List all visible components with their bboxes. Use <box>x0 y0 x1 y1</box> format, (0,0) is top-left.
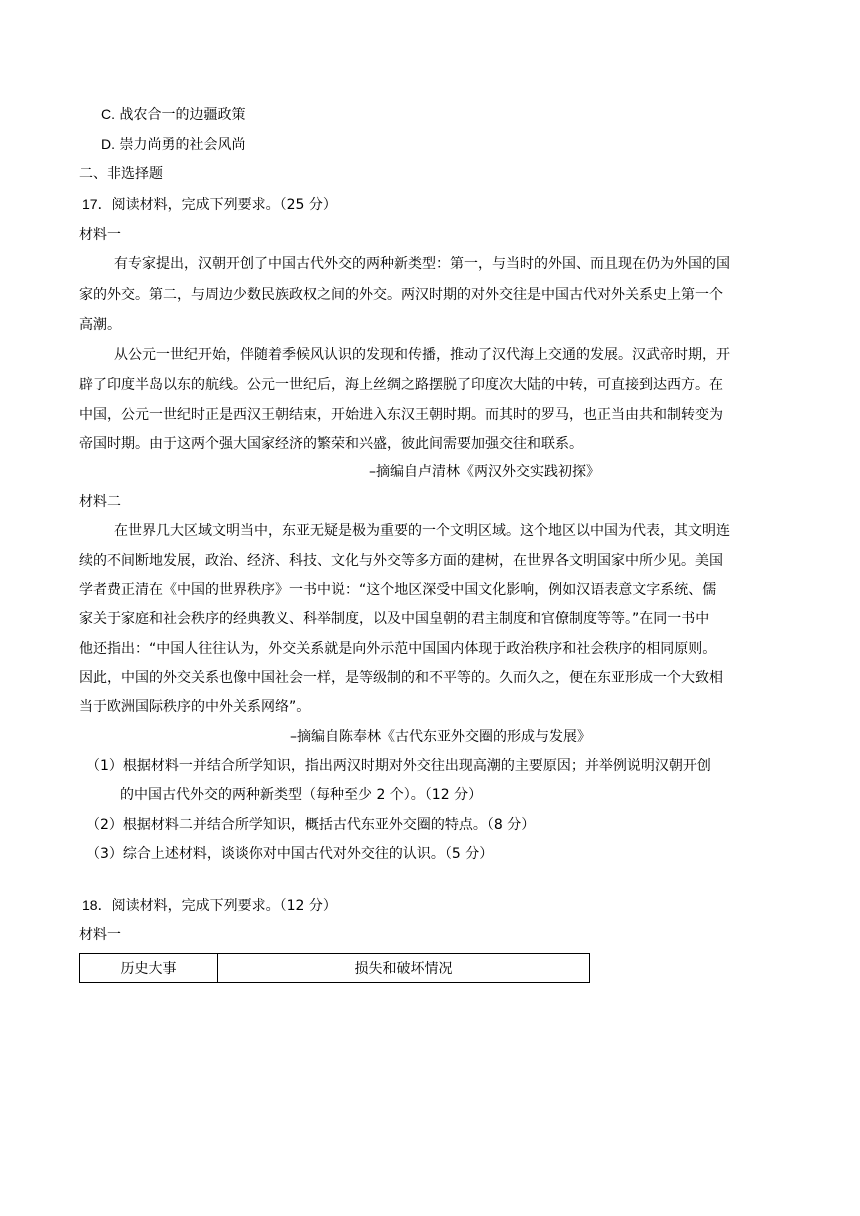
paragraph-line: 续的不间断地发展，政治、经济、科技、文化与外交等多方面的建树，在世界各文明国家中所少见。美国 <box>79 553 723 569</box>
question-number: 18． <box>82 897 112 913</box>
option-c <box>101 104 245 125</box>
paragraph-line: 从公元一世纪开始，伴随着季候风认识的发现和传播，推动了汉代海上交通的发展。汉武帝时期，开 <box>114 347 730 363</box>
source-citation: –摘编自陈奉林《古代东亚外交圈的形成与发展》 <box>290 729 591 745</box>
option-text: 战农合一的边疆政策 <box>119 107 246 123</box>
question-18-stem <box>82 895 337 916</box>
paragraph-line: 帝国时期。由于这两个强大国家经济的繁荣和兴盛，彼此间需要加强交往和联系。 <box>79 436 583 452</box>
paragraph-line: 学者费正清在《中国的世界秩序》一书中说：“这个地区深受中国文化影响，例如汉语表意文字系统、儒 <box>79 582 717 598</box>
table-header-cell: 损失和破坏情况 <box>354 961 453 977</box>
sub-question-continued: 的中国古代外交的两种新类型（每种至少 2 个）。（12 分） <box>120 787 483 803</box>
paragraph-line: 因此，中国的外交关系也像中国社会一样，是等级制的和不平等的。久而久之，便在东亚形成一个大致相 <box>79 670 723 686</box>
sub-question: （1）根据材料一并结合所学知识，指出两汉时期对外交往出现高潮的主要原因；并举例说明汉朝开创 <box>86 758 711 774</box>
events-table <box>79 953 590 983</box>
paragraph-line: 家关于家庭和社会秩序的经典教义、科举制度，以及中国皇朝的君主制度和官僚制度等等。”在同一书中 <box>79 611 710 627</box>
paragraph-line: 家的外交。第二，与周边少数民族政权之间的外交。两汉时期的对外交往是中国古代对外关系史上第一个 <box>79 287 723 303</box>
question-17-stem <box>82 194 337 215</box>
paragraph-line: 高潮。 <box>79 317 121 333</box>
sub-question: （2）根据材料二并结合所学知识，概括古代东亚外交圈的特点。（8 分） <box>86 817 536 833</box>
paragraph-line: 有专家提出，汉朝开创了中国古代外交的两种新类型：第一，与当时的外国、而且现在仍为外国的国 <box>114 256 730 272</box>
material-label: 材料一 <box>79 227 121 243</box>
paragraph-line: 辟了印度半岛以东的航线。公元一世纪后，海上丝绸之路摆脱了印度次大陆的中转，可直接到达西方。在 <box>79 377 723 393</box>
paragraph-line: 他还指出：“中国人往往认为，外交关系就是向外示范中国国内体现于政治秩序和社会秩序的相同原则。 <box>79 641 717 657</box>
material-label: 材料一 <box>79 927 121 943</box>
question-stem-text: 阅读材料，完成下列要求。（12 分） <box>111 898 337 914</box>
source-citation: –摘编自卢清林《两汉外交实践初探》 <box>369 464 600 480</box>
section-heading: 二、非选择题 <box>79 166 163 182</box>
option-d <box>101 134 245 155</box>
material-label: 材料二 <box>79 494 121 510</box>
option-letter: D. <box>101 136 115 152</box>
paragraph-line: 在世界几大区域文明当中，东亚无疑是极为重要的一个文明区域。这个地区以中国为代表，其文明连 <box>114 523 730 539</box>
option-text: 崇力尚勇的社会风尚 <box>119 137 246 153</box>
question-stem-text: 阅读材料，完成下列要求。（25 分） <box>111 197 337 213</box>
question-number: 17． <box>82 196 112 212</box>
table-header-cell: 历史大事 <box>80 954 218 982</box>
option-letter: C. <box>101 106 115 122</box>
paragraph-line: 当于欧洲国际秩序的中外关系网络”。 <box>79 699 311 715</box>
paragraph-line: 中国，公元一世纪时正是西汉王朝结束，开始进入东汉王朝时期。而其时的罗马，也正当由共和制转变为 <box>79 407 723 423</box>
sub-question: （3）综合上述材料，谈谈你对中国古代对外交往的认识。（5 分） <box>86 846 494 862</box>
